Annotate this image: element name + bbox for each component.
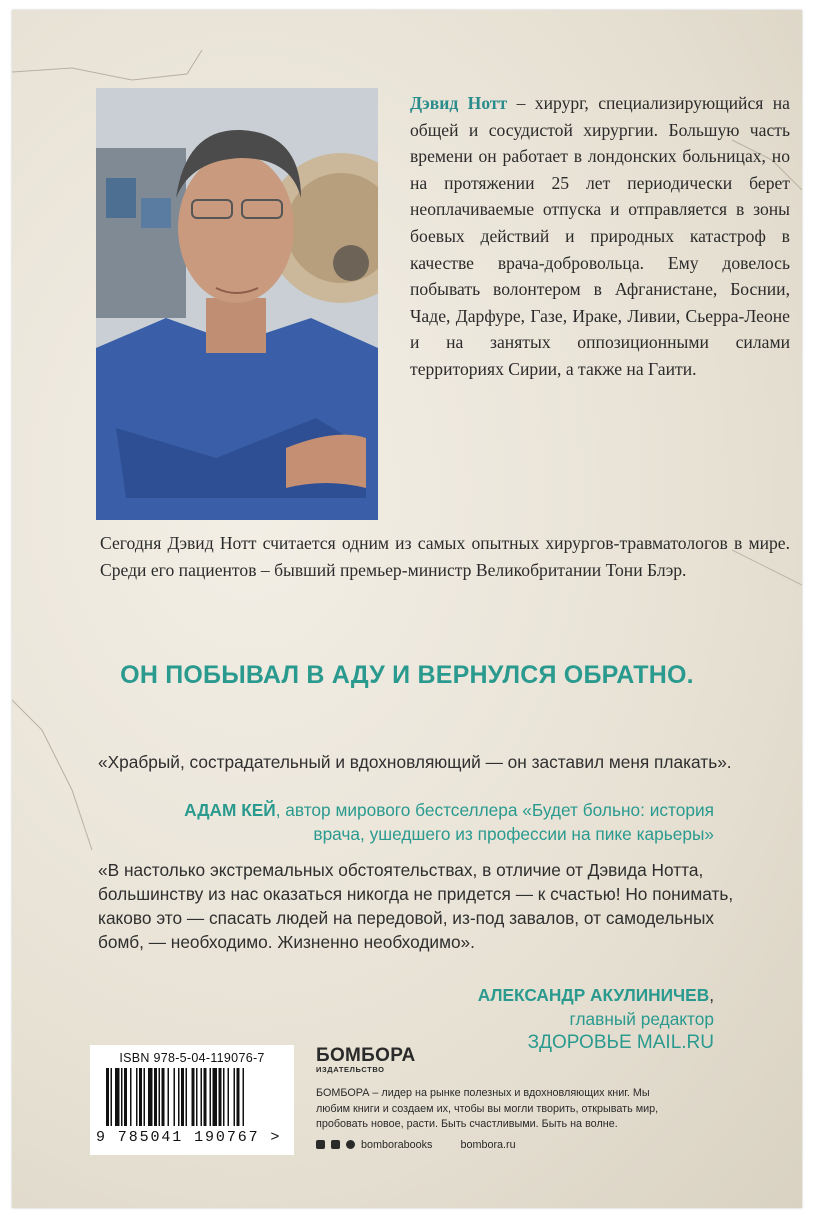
- quote-1-author: АДАМ КЕЙ: [184, 800, 276, 820]
- quote-2-comma: ,: [709, 985, 714, 1005]
- publisher-logo: БОМБОРА: [316, 1045, 416, 1066]
- quote-2-publication: ЗДОРОВЬЕ MAIL.RU: [527, 1032, 714, 1053]
- author-bio-text: – хирург, специализирующийся на общей и сосудистой хирургии. Большую часть времени он работает в лондонских больницах, но на протяжении 25 лет периодически берет неоплачиваемые отпуска и отправляется в зоны боевых действий и природных катастроф в качестве врача-добровольца. Ему довелось побывать волонтером в Афганистане, Боснии, Чаде, Дарфуре, Газе, Ираке, Ливии, Сьерра-Леоне и на занятых оппозиционными силами территориях Сирии, а также на Гаити.: [410, 93, 790, 379]
- quote-2-author: АЛЕКСАНДР АКУЛИНИЧЕВ: [477, 985, 710, 1005]
- author-name: Дэвид Нотт: [410, 93, 508, 113]
- facebook-icon: [316, 1140, 325, 1149]
- barcode-icon: [106, 1068, 278, 1126]
- isbn-label: ISBN 978-5-04-119076-7: [119, 1051, 265, 1065]
- barcode-box: [90, 1045, 294, 1155]
- publisher-site: bombora.ru: [460, 1138, 516, 1151]
- instagram-icon: [346, 1140, 355, 1149]
- author-bio: [410, 90, 790, 383]
- vk-icon: [331, 1140, 340, 1149]
- author-photo: [96, 88, 378, 520]
- quote-1-role: , автор мирового бестселлера «Будет больно: история врача, ушедшего из профессии на пике карьеры»: [275, 800, 714, 844]
- back-cover: [12, 10, 802, 1208]
- quote-1-attribution: [132, 798, 714, 846]
- publisher-description: БОМБОРА – лидер на рынке полезных и вдохновляющих книг. Мы любим книги и создаем их, чтобы вы могли творить, открывать мир, пробовать новое, расти. Быть счастливыми. Быть на волне.: [316, 1087, 659, 1131]
- headline: ОН ПОБЫВАЛ В АДУ И ВЕРНУЛСЯ ОБРАТНО.: [120, 661, 694, 689]
- publisher-block: [316, 1045, 676, 1151]
- publisher-links: [316, 1139, 676, 1151]
- author-bio-continued: Сегодня Дэвид Нотт считается одним из самых опытных хирургов-травматологов в мире. Среди его пациентов – бывший премьер-министр Великобритании Тони Блэр.: [100, 533, 790, 580]
- barcode-digits: 9 785041 190767 >: [96, 1129, 282, 1146]
- quote-2-text: «В настолько экстремальных обстоятельствах, в отличие от Дэвида Нотта, большинству из нас оказаться никогда не придется — к счастью! Но понимать, каково это — спасать людей на передовой, из-под завалов, от самодельных бомб, — необходимо. Жизненно необходимо».: [98, 860, 734, 952]
- quote-2-role: главный редактор: [569, 1009, 714, 1029]
- publisher-handle: bomborabooks: [361, 1138, 433, 1151]
- quote-1-text: «Храбрый, сострадательный и вдохновляющий — он заставил меня плакать».: [98, 752, 732, 772]
- publisher-sub: ИЗДАТЕЛЬСТВО: [316, 1065, 385, 1074]
